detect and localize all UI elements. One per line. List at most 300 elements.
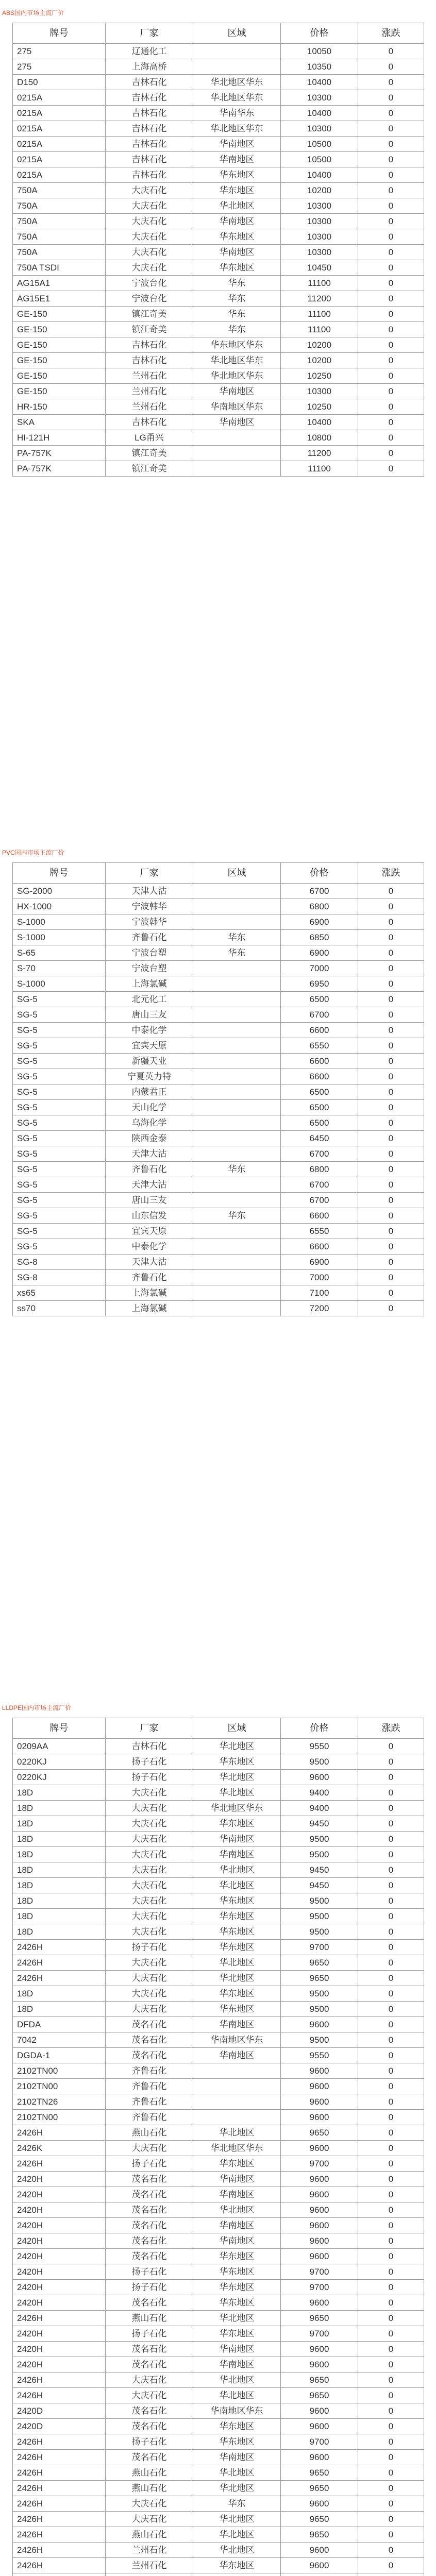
table-cell: 10300 <box>281 229 358 245</box>
column-header: 牌号 <box>13 1718 106 1739</box>
table-cell: 6600 <box>281 1023 358 1038</box>
table-row <box>13 75 424 90</box>
table-cell: 华北地区 <box>193 1770 281 1785</box>
table-cell: 0 <box>358 2063 424 2079</box>
table-cell: 9600 <box>281 2202 358 2218</box>
table-cell: 0215A <box>13 90 106 106</box>
table-cell: 齐鲁石化 <box>106 2110 193 2125</box>
table-cell <box>193 1270 281 1285</box>
table-cell: ss70 <box>13 1301 106 1316</box>
table-row <box>13 2465 424 2481</box>
table-cell: 华南地区华东 <box>193 399 281 415</box>
table-cell: 2420D <box>13 2419 106 2434</box>
table-row <box>13 1862 424 1878</box>
table-header-row <box>13 863 424 884</box>
table-header-row <box>13 1718 424 1739</box>
table-row <box>13 1909 424 1924</box>
table-cell <box>193 1255 281 1270</box>
table-cell: 华东地区 <box>193 1940 281 1955</box>
section-title: PVC国内市场主流厂价 <box>2 849 64 856</box>
table-cell: 750A <box>13 183 106 198</box>
table-row <box>13 2558 424 2573</box>
table-cell: 2426H <box>13 2388 106 2403</box>
table-cell: 750A <box>13 229 106 245</box>
table-cell: 18D <box>13 1909 106 1924</box>
table-cell: 0 <box>358 1785 424 1801</box>
table-cell: SG-5 <box>13 1023 106 1038</box>
table-cell: 11100 <box>281 461 358 477</box>
table-row <box>13 1255 424 1270</box>
table-cell: 华东地区 <box>193 1924 281 1940</box>
column-header: 价格 <box>281 863 358 884</box>
table-cell: 茂名石化 <box>106 2048 193 2063</box>
table-cell: 10300 <box>281 245 358 260</box>
table-cell: 华北地区 <box>193 2543 281 2558</box>
table-cell: 9600 <box>281 2558 358 2573</box>
table-cell: 大庆石化 <box>106 198 193 214</box>
table-cell <box>193 1146 281 1162</box>
table-cell: 9450 <box>281 1878 358 1893</box>
table-cell: 大庆石化 <box>106 1986 193 2002</box>
table-row <box>13 2172 424 2187</box>
table-row <box>13 1208 424 1224</box>
table-cell: 7100 <box>281 1285 358 1301</box>
table-cell: 10300 <box>281 90 358 106</box>
table-cell: 0 <box>358 1084 424 1100</box>
table-row <box>13 1007 424 1023</box>
table-cell: 6950 <box>281 976 358 992</box>
table-cell: 镇江奇美 <box>106 461 193 477</box>
table-cell: 6700 <box>281 884 358 899</box>
table-row <box>13 2094 424 2110</box>
table-cell: 华北地区 <box>193 2388 281 2403</box>
table-cell: SG-5 <box>13 1193 106 1208</box>
table-cell: GE-150 <box>13 322 106 337</box>
table-cell: 0 <box>358 945 424 961</box>
table-cell: 0 <box>358 2496 424 2512</box>
table-cell: 0 <box>358 167 424 183</box>
table-cell: 华北地区华东 <box>193 353 281 368</box>
table-cell: 0 <box>358 2017 424 2032</box>
table-cell: 0 <box>358 1100 424 1115</box>
table-row <box>13 1084 424 1100</box>
table-cell <box>193 1084 281 1100</box>
table-cell: 18D <box>13 1816 106 1832</box>
table-cell: 大庆石化 <box>106 2496 193 2512</box>
table-cell: 0 <box>358 1940 424 1955</box>
table-cell: 0 <box>358 2311 424 2326</box>
table-cell: 齐鲁石化 <box>106 1162 193 1177</box>
table-cell: 乌海化学 <box>106 1115 193 1131</box>
table-row <box>13 1940 424 1955</box>
table-cell: 吉林石化 <box>106 337 193 353</box>
table-cell: 9700 <box>281 2156 358 2172</box>
table-cell: 华东地区 <box>193 2156 281 2172</box>
table-cell: 0 <box>358 1285 424 1301</box>
table-cell: 2420H <box>13 2249 106 2264</box>
table-cell: 华北地区 <box>193 2125 281 2141</box>
table-cell: 华北地区华东 <box>193 75 281 90</box>
table-cell: 0 <box>358 1007 424 1023</box>
table-cell: 0 <box>358 229 424 245</box>
table-cell: 0220KJ <box>13 1770 106 1785</box>
table-cell: 0 <box>358 59 424 75</box>
table-cell: 18D <box>13 1801 106 1816</box>
table-cell: 上海氯碱 <box>106 1285 193 1301</box>
table-cell: 华南地区 <box>193 384 281 399</box>
table-cell: 0 <box>358 2048 424 2063</box>
table-row <box>13 1224 424 1239</box>
table-cell: 华南地区 <box>193 2357 281 2372</box>
table-cell <box>193 1177 281 1193</box>
table-cell: 0 <box>358 1832 424 1847</box>
table-cell: 华南地区 <box>193 2187 281 2202</box>
table-cell: 9600 <box>281 2079 358 2094</box>
table-cell: 唐山三友 <box>106 1193 193 1208</box>
table-cell: 9600 <box>281 2218 358 2233</box>
table-cell: 6500 <box>281 992 358 1007</box>
table-cell: 宁波台塑 <box>106 945 193 961</box>
table-cell <box>193 2110 281 2125</box>
price-table <box>12 862 424 1316</box>
table-cell: 华南地区 <box>193 2218 281 2233</box>
table-cell: 0215A <box>13 106 106 121</box>
table-cell: SG-8 <box>13 1270 106 1285</box>
table-row <box>13 2063 424 2079</box>
table-cell: 镇江奇美 <box>106 307 193 322</box>
table-cell: 宁波韩华 <box>106 899 193 914</box>
table-cell: GE-150 <box>13 384 106 399</box>
table-cell: 0 <box>358 368 424 384</box>
table-cell: 中泰化学 <box>106 1023 193 1038</box>
column-header: 价格 <box>281 23 358 44</box>
table-cell: SG-5 <box>13 1177 106 1193</box>
table-cell: 9650 <box>281 2388 358 2403</box>
table-cell: 2420H <box>13 2342 106 2357</box>
table-cell: 0 <box>358 2558 424 2573</box>
table-cell: 9650 <box>281 2465 358 2481</box>
table-row <box>13 183 424 198</box>
table-cell: 华北地区 <box>193 2527 281 2543</box>
table-cell: 0 <box>358 291 424 307</box>
table-cell: 2420H <box>13 2202 106 2218</box>
table-row <box>13 2156 424 2172</box>
table-cell: 2420H <box>13 2218 106 2233</box>
table-cell: 6700 <box>281 1146 358 1162</box>
table-cell: 2426H <box>13 1940 106 1955</box>
table-cell: 0 <box>358 1224 424 1239</box>
table-cell <box>193 1285 281 1301</box>
table-cell: 扬子石化 <box>106 2264 193 2280</box>
table-cell: 天津大沽 <box>106 1146 193 1162</box>
table-cell: 燕山石化 <box>106 2527 193 2543</box>
table-cell: 0 <box>358 899 424 914</box>
table-cell: 华东地区 <box>193 2419 281 2434</box>
table-cell: GE-150 <box>13 368 106 384</box>
table-cell: 大庆石化 <box>106 214 193 229</box>
table-cell: 华东地区 <box>193 183 281 198</box>
table-cell: DGDA-1 <box>13 2048 106 2063</box>
table-row <box>13 1038 424 1054</box>
table-header-row <box>13 23 424 44</box>
table-cell: 0 <box>358 1177 424 1193</box>
table-row <box>13 2187 424 2202</box>
table-cell: 0 <box>358 1754 424 1770</box>
table-cell: HR-150 <box>13 399 106 415</box>
table-cell: 吉林石化 <box>106 137 193 152</box>
table-cell: 0209AA <box>13 1739 106 1754</box>
table-row <box>13 1770 424 1785</box>
table-cell: 9700 <box>281 2434 358 2450</box>
table-cell: 吉林石化 <box>106 106 193 121</box>
table-row <box>13 291 424 307</box>
table-cell: 10200 <box>281 353 358 368</box>
table-row <box>13 2249 424 2264</box>
table-cell: 18D <box>13 1924 106 1940</box>
column-header: 区域 <box>193 23 281 44</box>
table-cell: 华北地区 <box>193 1739 281 1754</box>
table-cell: 9700 <box>281 2326 358 2342</box>
table-cell: 大庆石化 <box>106 1847 193 1862</box>
table-cell: 兰州石化 <box>106 399 193 415</box>
table-cell <box>193 1069 281 1084</box>
table-cell: 吉林石化 <box>106 415 193 430</box>
table-row <box>13 1986 424 2002</box>
table-cell: 大庆石化 <box>106 1816 193 1832</box>
table-cell: 10400 <box>281 415 358 430</box>
table-row <box>13 214 424 229</box>
table-cell: 华北地区华东 <box>193 2141 281 2156</box>
table-cell: 宁波台化 <box>106 291 193 307</box>
table-cell: 0 <box>358 2002 424 2017</box>
table-row <box>13 2481 424 2496</box>
table-cell: 0 <box>358 1208 424 1224</box>
table-row <box>13 2032 424 2048</box>
table-row <box>13 930 424 945</box>
table-cell: 2420D <box>13 2403 106 2419</box>
table-row <box>13 1801 424 1816</box>
table-cell: 6500 <box>281 1084 358 1100</box>
table-cell: HI-121H <box>13 430 106 446</box>
table-cell: 0 <box>358 337 424 353</box>
table-cell: 华东地区 <box>193 2249 281 2264</box>
table-cell: 6700 <box>281 1193 358 1208</box>
table-cell: 0 <box>358 1193 424 1208</box>
table-row <box>13 446 424 461</box>
table-cell: S-1000 <box>13 976 106 992</box>
table-cell: 9650 <box>281 1955 358 1971</box>
table-row <box>13 2295 424 2311</box>
table-cell: 10400 <box>281 167 358 183</box>
table-cell: 华东 <box>193 291 281 307</box>
table-cell: 华东地区 <box>193 167 281 183</box>
table-cell: 9500 <box>281 1754 358 1770</box>
table-row <box>13 2002 424 2017</box>
table-cell: 0 <box>358 2403 424 2419</box>
table-row <box>13 90 424 106</box>
table-cell: 9600 <box>281 2496 358 2512</box>
table-cell <box>281 2573 358 2576</box>
table-cell: 18D <box>13 1862 106 1878</box>
table-cell: AG15E1 <box>13 291 106 307</box>
table-cell: 大庆石化 <box>106 1832 193 1847</box>
table-cell: 9550 <box>281 2048 358 2063</box>
table-cell: 7042 <box>13 2032 106 2048</box>
table-cell: 大庆石化 <box>106 2372 193 2388</box>
table-cell: 齐鲁石化 <box>106 1270 193 1285</box>
table-cell: 天山化学 <box>106 1100 193 1115</box>
table-cell: 0 <box>358 1069 424 1084</box>
table-cell: 9650 <box>281 2512 358 2527</box>
table-cell: 0 <box>358 1131 424 1146</box>
table-cell: 华北地区 <box>193 1878 281 1893</box>
table-row <box>13 307 424 322</box>
table-cell: 9500 <box>281 1909 358 1924</box>
table-cell: 华北地区 <box>193 2481 281 2496</box>
table-row <box>13 152 424 167</box>
table-cell: 0 <box>358 198 424 214</box>
table-cell <box>193 44 281 59</box>
table-cell: 华南地区 <box>193 1847 281 1862</box>
table-cell: 0 <box>358 2233 424 2249</box>
table-cell: 0215A <box>13 137 106 152</box>
table-row <box>13 2543 424 2558</box>
table-cell: 天津大沽 <box>106 884 193 899</box>
table-cell: 2426H <box>13 2156 106 2172</box>
table-cell: 0 <box>358 884 424 899</box>
table-cell: 10400 <box>281 75 358 90</box>
table-cell: 0 <box>358 322 424 337</box>
table-cell: 0 <box>358 430 424 446</box>
table-cell: 华东地区 <box>193 1909 281 1924</box>
table-row <box>13 2372 424 2388</box>
column-header: 涨跌 <box>358 23 424 44</box>
table-cell <box>193 961 281 976</box>
table-cell: 11200 <box>281 446 358 461</box>
table-row <box>13 2017 424 2032</box>
table-cell: 11200 <box>281 291 358 307</box>
table-row <box>13 106 424 121</box>
table-cell: 2420H <box>13 2295 106 2311</box>
table-cell: 6800 <box>281 899 358 914</box>
table-cell: 扬子石化 <box>106 2156 193 2172</box>
table-cell: 0 <box>358 2125 424 2141</box>
table-cell: 扬子石化 <box>106 1940 193 1955</box>
table-cell: 华东地区 <box>193 2295 281 2311</box>
table-cell: 大庆石化 <box>106 1924 193 1940</box>
table-cell: 镇江奇美 <box>106 446 193 461</box>
table-row <box>13 899 424 914</box>
table-cell: 0 <box>358 1847 424 1862</box>
table-cell: SG-5 <box>13 1162 106 1177</box>
table-cell: 0 <box>358 1986 424 2002</box>
table-row <box>13 2280 424 2295</box>
table-cell: 宜宾天原 <box>106 1038 193 1054</box>
table-cell: 0 <box>358 2280 424 2295</box>
price-table <box>12 23 424 477</box>
table-row <box>13 2573 424 2576</box>
table-cell: 吉林石化 <box>106 121 193 137</box>
table-cell: 0 <box>358 307 424 322</box>
table-cell: 0 <box>358 2543 424 2558</box>
table-row <box>13 1816 424 1832</box>
table-cell: 0 <box>358 1971 424 1986</box>
table-cell: 0 <box>358 384 424 399</box>
table-row <box>13 1054 424 1069</box>
table-cell: 10500 <box>281 137 358 152</box>
table-cell: 18D <box>13 1832 106 1847</box>
column-header: 牌号 <box>13 23 106 44</box>
table-cell: 0 <box>358 2218 424 2233</box>
table-cell: 华南地区 <box>193 2342 281 2357</box>
table-cell <box>193 1193 281 1208</box>
table-cell: 华东地区 <box>193 229 281 245</box>
table-cell: 0 <box>358 1023 424 1038</box>
table-cell: 0 <box>358 44 424 59</box>
table-row <box>13 2434 424 2450</box>
table-cell: 天津大沽 <box>106 1177 193 1193</box>
table-row <box>13 368 424 384</box>
table-row <box>13 2264 424 2280</box>
table-cell: 华北地区华东 <box>193 90 281 106</box>
table-cell: 2420H <box>13 2233 106 2249</box>
table-cell: 华北地区华东 <box>193 368 281 384</box>
table-row <box>13 884 424 899</box>
table-cell: 华东地区 <box>193 1754 281 1770</box>
table-cell: 9650 <box>281 2481 358 2496</box>
table-cell: 兰州石化 <box>106 2543 193 2558</box>
table-cell: 茂名石化 <box>106 2218 193 2233</box>
table-cell: 唐山三友 <box>106 1007 193 1023</box>
table-cell: 0 <box>358 2172 424 2187</box>
table-cell: 9500 <box>281 2032 358 2048</box>
table-cell: 内蒙君正 <box>106 1084 193 1100</box>
table-cell: 6900 <box>281 914 358 930</box>
table-cell: 扬子石化 <box>106 2434 193 2450</box>
table-cell <box>193 430 281 446</box>
table-cell: 茂名石化 <box>106 2202 193 2218</box>
table-cell: 9650 <box>281 2311 358 2326</box>
table-cell <box>193 914 281 930</box>
table-cell: 0 <box>358 106 424 121</box>
table-cell <box>193 2573 281 2576</box>
table-cell: 华东地区 <box>193 1986 281 2002</box>
table-cell: 9450 <box>281 1816 358 1832</box>
table-cell: 华南地区 <box>193 245 281 260</box>
table-cell: 大庆石化 <box>106 1893 193 1909</box>
table-cell: 扬子石化 <box>106 2326 193 2342</box>
table-cell: 茂名石化 <box>106 2357 193 2372</box>
table-cell: 750A TSDI <box>13 260 106 276</box>
table-cell: 0 <box>358 1801 424 1816</box>
table-cell: 18D <box>13 1893 106 1909</box>
table-cell: 18D <box>13 1847 106 1862</box>
table-cell: 10500 <box>281 152 358 167</box>
table-cell <box>13 2573 106 2576</box>
table-row <box>13 961 424 976</box>
table-cell: 18D <box>13 1878 106 1893</box>
table-cell: 0215A <box>13 121 106 137</box>
table-cell: 大庆石化 <box>106 1862 193 1878</box>
table-cell: 18D <box>13 1986 106 2002</box>
table-cell: 0 <box>358 2156 424 2172</box>
table-cell: 10300 <box>281 121 358 137</box>
table-row <box>13 1878 424 1893</box>
table-cell: 0 <box>358 1893 424 1909</box>
column-header: 牌号 <box>13 863 106 884</box>
table-cell: 大庆石化 <box>106 2512 193 2527</box>
table-cell: 7000 <box>281 1270 358 1285</box>
